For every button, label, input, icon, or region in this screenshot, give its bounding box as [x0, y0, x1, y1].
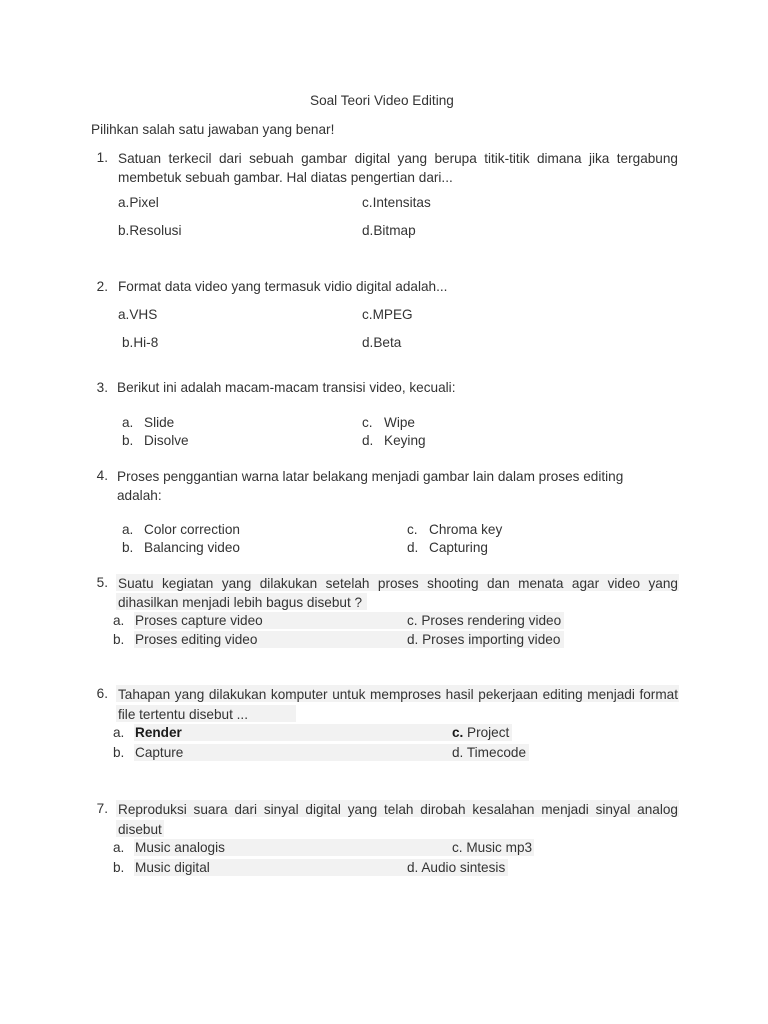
option-c: Project [467, 725, 510, 740]
option-d: d.Bitmap [362, 223, 416, 238]
option-d: d. Timecode [452, 745, 527, 760]
option-b-letter: b. [122, 540, 134, 555]
option-b: Capture [135, 745, 184, 760]
option-d: d. Audio sintesis [407, 860, 506, 875]
question-number: 3. [96, 380, 108, 395]
option-a: Slide [144, 415, 175, 430]
question-text: Format data video yang termasuk vidio digital adalah... [118, 279, 448, 294]
option-d-letter: d. [407, 540, 419, 555]
question-text: Berikut ini adalah macam-macam transisi video, kecuali: [117, 380, 456, 395]
option-a-letter: a. [113, 613, 125, 628]
option-b-letter: b. [113, 632, 125, 647]
option-d: Keying [384, 433, 426, 448]
option-b: Disolve [144, 433, 189, 448]
option-d: d. Proses importing video [407, 632, 561, 647]
option-a: Render [135, 725, 182, 740]
option-c: c.MPEG [362, 307, 413, 322]
option-a: Proses capture video [135, 613, 263, 628]
option-a-letter: a. [113, 725, 125, 740]
option-d: Capturing [429, 540, 488, 555]
instruction-text: Pilihkan salah satu jawaban yang benar! [91, 122, 335, 137]
document-title: Soal Teori Video Editing [310, 93, 454, 108]
option-c-letter: c. [407, 522, 418, 537]
option-c: Chroma key [429, 522, 503, 537]
option-c-letter: c. [452, 725, 464, 740]
option-a-letter: a. [122, 522, 134, 537]
question-text: Proses penggantian warna latar belakang menjadi gambar lain dalam proses editing adalah: [117, 469, 624, 503]
option-c: Wipe [384, 415, 415, 430]
option-b-letter: b. [113, 860, 125, 875]
option-b: b.Hi-8 [122, 335, 159, 350]
option-b: b.Resolusi [118, 223, 182, 238]
question-text: Reproduksi suara dari sinyal digital yang telah dirobah kesalahan menjadi sinyal analog disebut [118, 802, 678, 837]
question-number: 1. [96, 150, 108, 165]
question-number: 7. [96, 801, 108, 816]
option-d: d.Beta [362, 335, 402, 350]
option-b: Proses editing video [135, 632, 258, 647]
question-number: 2. [96, 279, 108, 294]
option-a: Music analogis [135, 840, 225, 855]
option-b: Balancing video [144, 540, 240, 555]
option-a-letter: a. [122, 415, 134, 430]
option-c: c.Intensitas [362, 195, 431, 210]
option-d-letter: d. [362, 433, 374, 448]
option-a: Color correction [144, 522, 240, 537]
question-text: Satuan terkecil dari sebuah gambar digital yang berupa titik-titik dimana jika tergabung membetuk sebuah gambar. Hal diatas pengertian dari... [118, 151, 678, 185]
option-b-letter: b. [122, 433, 134, 448]
option-c: c. Proses rendering video [407, 613, 562, 628]
option-b-letter: b. [113, 745, 125, 760]
option-c: c. Music mp3 [452, 840, 533, 855]
question-number: 6. [96, 686, 108, 701]
option-a: a.VHS [118, 307, 158, 322]
option-c-letter: c. [362, 415, 373, 430]
question-number: 5. [96, 575, 108, 590]
question-text: Tahapan yang dilakukan komputer untuk memproses hasil pekerjaan editing menjadi format file tertentu disebut ... [118, 687, 678, 722]
option-a-letter: a. [113, 840, 125, 855]
option-a: a.Pixel [118, 195, 159, 210]
question-number: 4. [96, 468, 108, 483]
question-text: Suatu kegiatan yang dilakukan setelah proses shooting dan menata agar video yang dihasilkan menjadi lebih bagus disebut ? [118, 576, 678, 610]
option-b: Music digital [135, 860, 210, 875]
